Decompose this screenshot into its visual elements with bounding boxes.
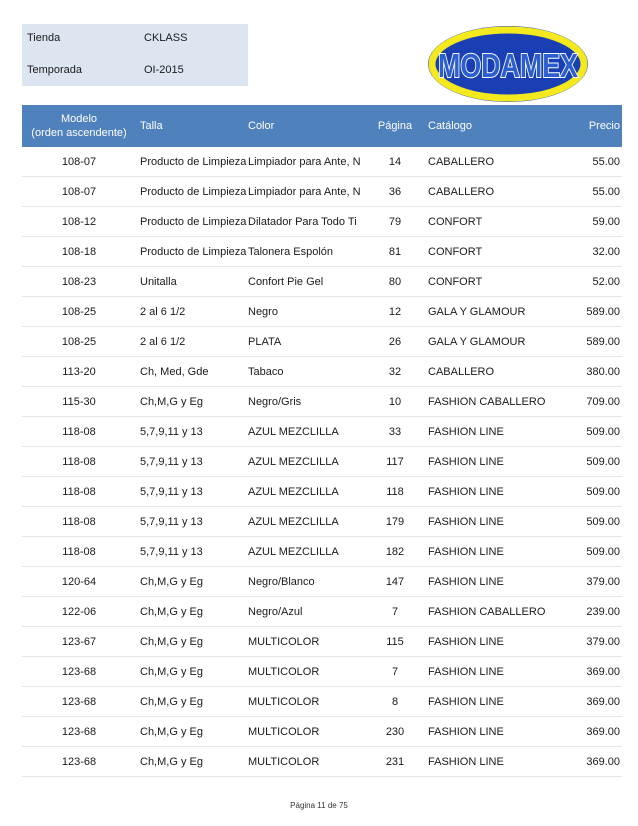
cell-pagina: 79 — [366, 207, 424, 237]
table-row — [22, 507, 622, 537]
cell-talla: 5,7,9,11 y 13 — [136, 447, 244, 477]
cell-pagina: 80 — [366, 267, 424, 297]
cell-modelo: 115-30 — [22, 387, 136, 417]
cell-color: Dilatador Para Todo Ti — [244, 207, 366, 237]
cell-talla: Ch,M,G y Eg — [136, 387, 244, 417]
tienda-row — [22, 32, 248, 48]
table-row — [22, 387, 622, 417]
cell-catalogo: CABALLERO — [424, 357, 552, 387]
cell-catalogo: FASHION LINE — [424, 717, 552, 747]
cell-talla: 2 al 6 1/2 — [136, 297, 244, 327]
cell-talla: Unitalla — [136, 267, 244, 297]
cell-talla: 5,7,9,11 y 13 — [136, 477, 244, 507]
cell-pagina: 230 — [366, 717, 424, 747]
cell-pagina: 26 — [366, 327, 424, 357]
cell-modelo: 118-08 — [22, 537, 136, 567]
cell-precio: 32.00 — [552, 237, 622, 267]
col-header-talla[interactable]: Talla — [136, 105, 244, 147]
cell-pagina: 36 — [366, 177, 424, 207]
temporada-label: Temporada — [27, 64, 83, 76]
cell-modelo: 118-08 — [22, 417, 136, 447]
table-row — [22, 207, 622, 237]
cell-pagina: 32 — [366, 357, 424, 387]
cell-talla: 5,7,9,11 y 13 — [136, 537, 244, 567]
col-header-precio[interactable]: Precio — [552, 105, 622, 147]
table-row — [22, 147, 622, 177]
cell-color: Negro — [244, 297, 366, 327]
cell-catalogo: FASHION LINE — [424, 477, 552, 507]
table-row — [22, 627, 622, 657]
cell-precio: 55.00 — [552, 147, 622, 177]
cell-catalogo: FASHION LINE — [424, 417, 552, 447]
cell-talla: Producto de Limpieza — [136, 207, 244, 237]
cell-pagina: 33 — [366, 417, 424, 447]
col-header-modelo-line2: (orden ascendente) — [31, 127, 127, 139]
col-header-color[interactable]: Color — [244, 105, 366, 147]
cell-color: Limpiador para Ante, N — [244, 177, 366, 207]
cell-modelo: 108-07 — [22, 177, 136, 207]
cell-color: AZUL MEZCLILLA — [244, 447, 366, 477]
cell-talla: Ch,M,G y Eg — [136, 717, 244, 747]
col-header-modelo[interactable] — [22, 105, 136, 147]
cell-color: AZUL MEZCLILLA — [244, 417, 366, 447]
table-row — [22, 297, 622, 327]
cell-color: AZUL MEZCLILLA — [244, 537, 366, 567]
cell-catalogo: CONFORT — [424, 237, 552, 267]
cell-talla: Ch,M,G y Eg — [136, 687, 244, 717]
table-row — [22, 657, 622, 687]
cell-talla: Ch,M,G y Eg — [136, 597, 244, 627]
cell-talla: Ch,M,G y Eg — [136, 657, 244, 687]
table-row — [22, 447, 622, 477]
cell-catalogo: FASHION LINE — [424, 507, 552, 537]
cell-pagina: 12 — [366, 297, 424, 327]
cell-pagina: 182 — [366, 537, 424, 567]
cell-talla: Ch, Med, Gde — [136, 357, 244, 387]
cell-modelo: 118-08 — [22, 507, 136, 537]
cell-pagina: 179 — [366, 507, 424, 537]
cell-catalogo: FASHION CABALLERO — [424, 387, 552, 417]
tienda-label: Tienda — [27, 32, 61, 44]
cell-color: AZUL MEZCLILLA — [244, 477, 366, 507]
cell-precio: 709.00 — [552, 387, 622, 417]
cell-modelo: 123-68 — [22, 717, 136, 747]
cell-precio: 239.00 — [552, 597, 622, 627]
table-row — [22, 717, 622, 747]
logo-brand: MODAMEX — [438, 47, 578, 84]
cell-modelo: 108-18 — [22, 237, 136, 267]
col-header-pagina[interactable]: Página — [366, 105, 424, 147]
table-row — [22, 747, 622, 777]
cell-color: Talonera Espolón — [244, 237, 366, 267]
cell-color: MULTICOLOR — [244, 687, 366, 717]
cell-pagina: 117 — [366, 447, 424, 477]
cell-modelo: 123-68 — [22, 657, 136, 687]
col-header-catalogo[interactable]: Catálogo — [424, 105, 552, 147]
cell-color: Tabaco — [244, 357, 366, 387]
cell-precio: 369.00 — [552, 687, 622, 717]
cell-precio: 379.00 — [552, 567, 622, 597]
cell-modelo: 123-68 — [22, 687, 136, 717]
cell-catalogo: CABALLERO — [424, 147, 552, 177]
cell-modelo: 113-20 — [22, 357, 136, 387]
cell-color: MULTICOLOR — [244, 717, 366, 747]
temporada-row — [22, 64, 248, 80]
cell-talla: Ch,M,G y Eg — [136, 747, 244, 777]
cell-catalogo: FASHION LINE — [424, 537, 552, 567]
col-header-modelo-line1: Modelo — [60, 113, 98, 125]
catalog-table — [22, 105, 622, 777]
cell-talla: Producto de Limpieza — [136, 147, 244, 177]
cell-precio: 369.00 — [552, 657, 622, 687]
cell-precio: 369.00 — [552, 747, 622, 777]
cell-precio: 59.00 — [552, 207, 622, 237]
cell-catalogo: FASHION LINE — [424, 447, 552, 477]
cell-catalogo: CONFORT — [424, 207, 552, 237]
cell-catalogo: CABALLERO — [424, 177, 552, 207]
page-footer: Página 11 de 75 — [290, 801, 348, 810]
tienda-value: CKLASS — [144, 32, 188, 44]
cell-catalogo: GALA Y GLAMOUR — [424, 327, 552, 357]
cell-catalogo: FASHION LINE — [424, 627, 552, 657]
cell-color: Negro/Blanco — [244, 567, 366, 597]
cell-talla: 5,7,9,11 y 13 — [136, 507, 244, 537]
cell-color: Negro/Azul — [244, 597, 366, 627]
cell-pagina: 115 — [366, 627, 424, 657]
cell-precio: 369.00 — [552, 717, 622, 747]
cell-catalogo: GALA Y GLAMOUR — [424, 297, 552, 327]
cell-modelo: 123-68 — [22, 747, 136, 777]
table-row — [22, 327, 622, 357]
cell-color: PLATA — [244, 327, 366, 357]
cell-talla: 5,7,9,11 y 13 — [136, 417, 244, 447]
cell-pagina: 7 — [366, 657, 424, 687]
table-row — [22, 597, 622, 627]
cell-precio: 509.00 — [552, 477, 622, 507]
table-row — [22, 687, 622, 717]
store-info-panel — [22, 24, 248, 86]
cell-catalogo: FASHION LINE — [424, 567, 552, 597]
cell-modelo: 108-12 — [22, 207, 136, 237]
cell-modelo: 108-07 — [22, 147, 136, 177]
cell-color: Confort Pie Gel — [244, 267, 366, 297]
cell-precio: 589.00 — [552, 297, 622, 327]
cell-catalogo: FASHION CABALLERO — [424, 597, 552, 627]
cell-modelo: 108-23 — [22, 267, 136, 297]
cell-modelo: 120-64 — [22, 567, 136, 597]
cell-color: Limpiador para Ante, N — [244, 147, 366, 177]
cell-pagina: 118 — [366, 477, 424, 507]
cell-precio: 379.00 — [552, 627, 622, 657]
cell-modelo: 118-08 — [22, 447, 136, 477]
cell-color: AZUL MEZCLILLA — [244, 507, 366, 537]
cell-talla: Producto de Limpieza — [136, 237, 244, 267]
cell-catalogo: FASHION LINE — [424, 687, 552, 717]
cell-precio: 509.00 — [552, 447, 622, 477]
table-row — [22, 417, 622, 447]
cell-precio: 509.00 — [552, 417, 622, 447]
cell-color: Negro/Gris — [244, 387, 366, 417]
cell-modelo: 108-25 — [22, 297, 136, 327]
cell-color: MULTICOLOR — [244, 627, 366, 657]
cell-modelo: 108-25 — [22, 327, 136, 357]
table-row — [22, 267, 622, 297]
cell-precio: 55.00 — [552, 177, 622, 207]
cell-pagina: 10 — [366, 387, 424, 417]
cell-precio: 509.00 — [552, 507, 622, 537]
cell-color: MULTICOLOR — [244, 657, 366, 687]
table-row — [22, 177, 622, 207]
table-row — [22, 357, 622, 387]
cell-talla: Ch,M,G y Eg — [136, 567, 244, 597]
table-row — [22, 567, 622, 597]
cell-color: MULTICOLOR — [244, 747, 366, 777]
cell-pagina: 14 — [366, 147, 424, 177]
temporada-value: OI-2015 — [144, 64, 184, 76]
cell-pagina: 231 — [366, 747, 424, 777]
cell-modelo: 122-06 — [22, 597, 136, 627]
cell-precio: 509.00 — [552, 537, 622, 567]
cell-talla: 2 al 6 1/2 — [136, 327, 244, 357]
cell-precio: 589.00 — [552, 327, 622, 357]
cell-modelo: 118-08 — [22, 477, 136, 507]
table-row — [22, 237, 622, 267]
cell-pagina: 147 — [366, 567, 424, 597]
cell-pagina: 7 — [366, 597, 424, 627]
cell-precio: 380.00 — [552, 357, 622, 387]
cell-pagina: 8 — [366, 687, 424, 717]
table-header-row — [22, 105, 622, 147]
cell-catalogo: CONFORT — [424, 267, 552, 297]
cell-pagina: 81 — [366, 237, 424, 267]
cell-talla: Producto de Limpieza — [136, 177, 244, 207]
cell-talla: Ch,M,G y Eg — [136, 627, 244, 657]
cell-catalogo: FASHION LINE — [424, 747, 552, 777]
cell-modelo: 123-67 — [22, 627, 136, 657]
table-row — [22, 477, 622, 507]
cell-catalogo: FASHION LINE — [424, 657, 552, 687]
table-row — [22, 537, 622, 567]
cell-precio: 52.00 — [552, 267, 622, 297]
